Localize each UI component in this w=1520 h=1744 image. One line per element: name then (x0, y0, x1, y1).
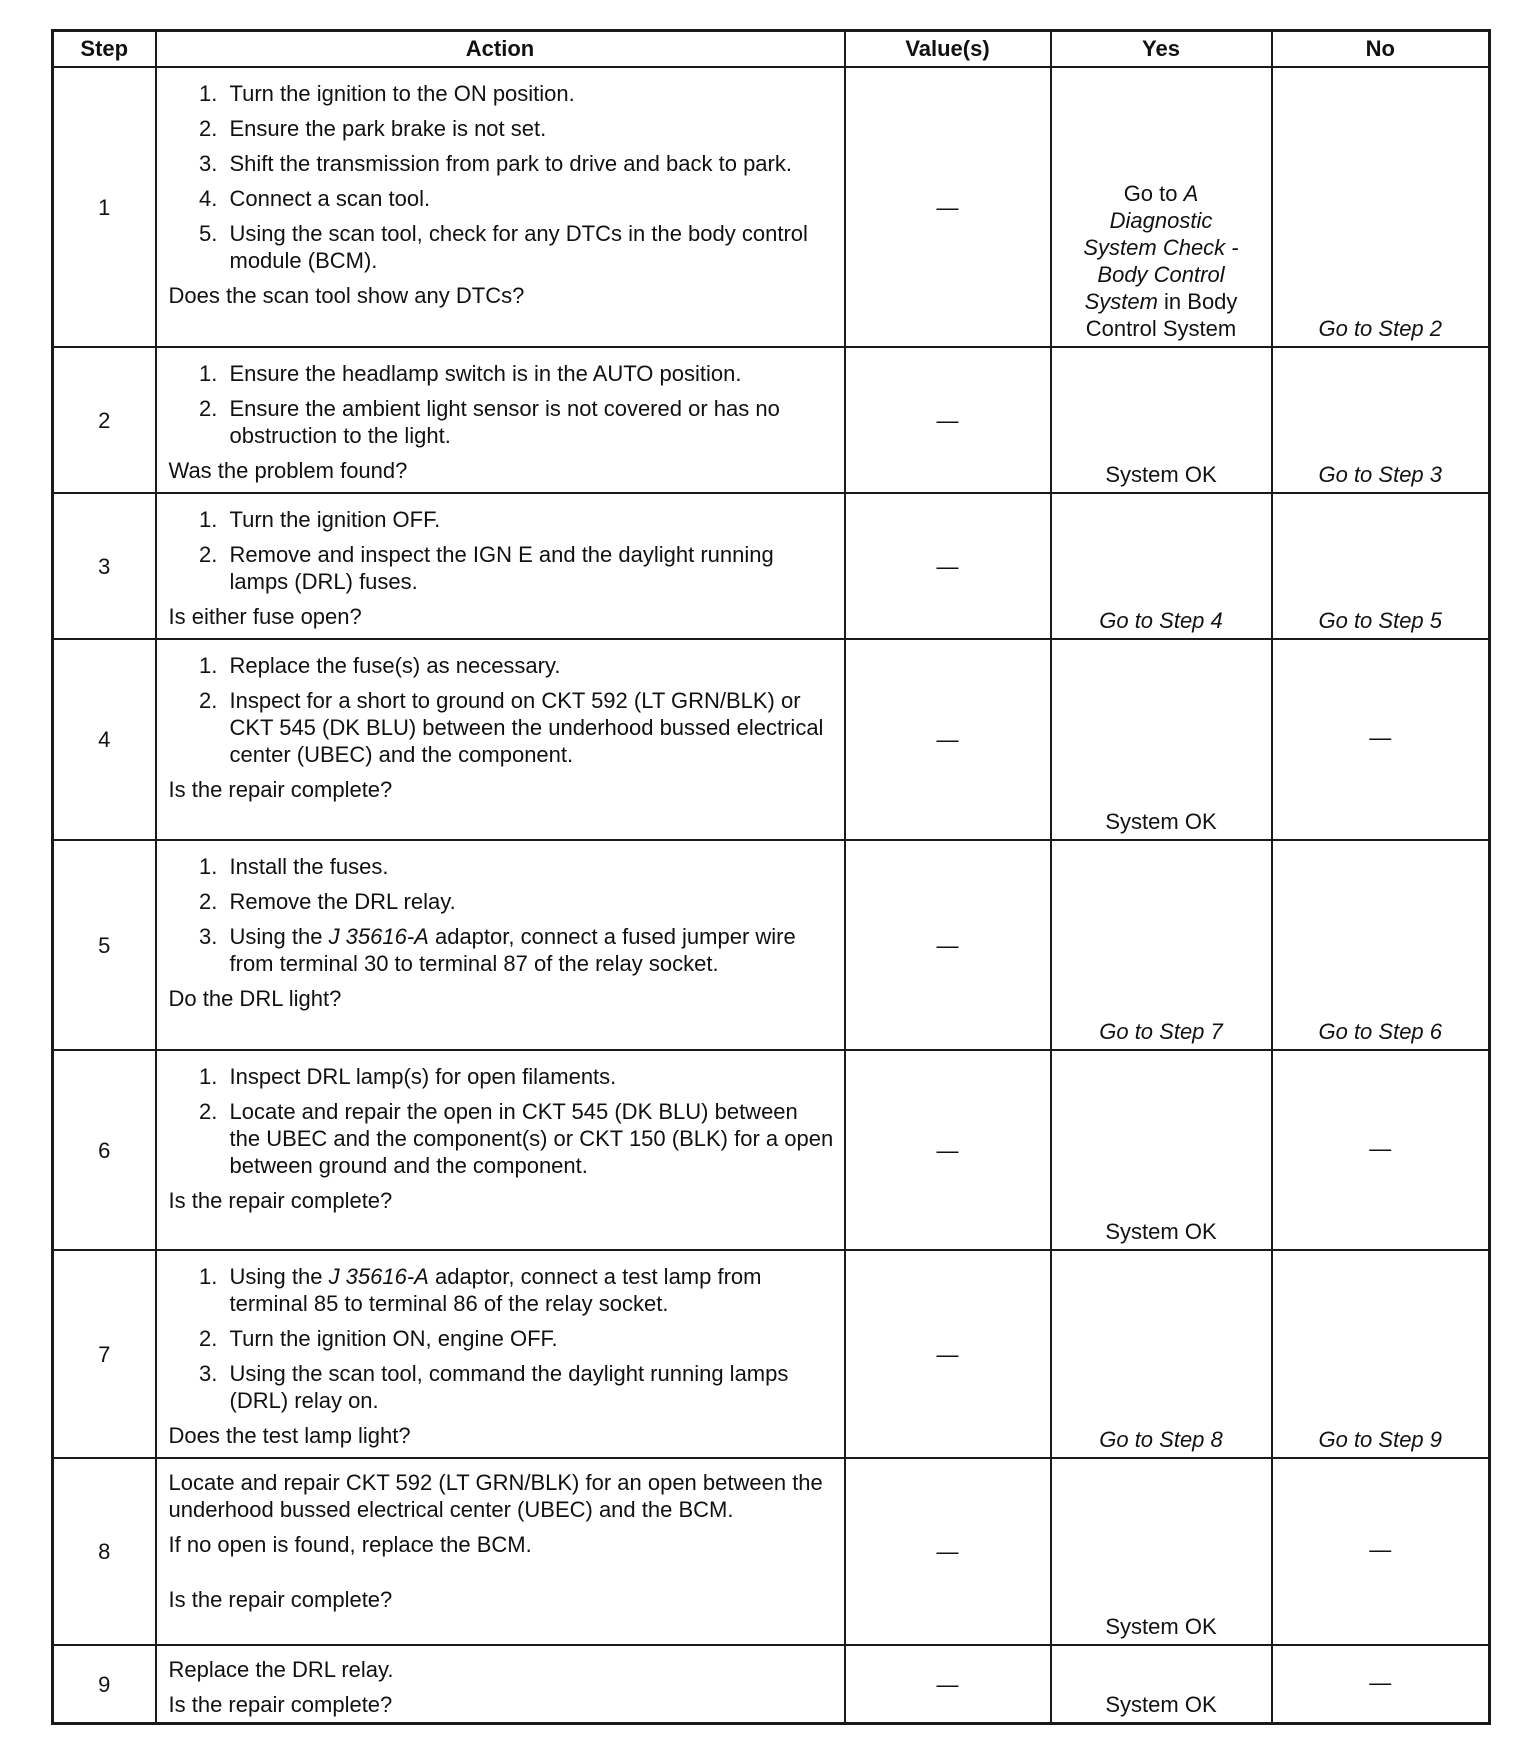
table-row (53, 67, 1490, 347)
action-cell (156, 67, 845, 347)
diagnostic-table (51, 29, 1491, 1725)
step-number: 8 (53, 1458, 156, 1645)
table-row (53, 493, 1490, 639)
header-step: Step (53, 31, 156, 68)
action-item: 2. Remove and inspect the IGN E and the daylight running lamps (DRL) fuses. (224, 541, 834, 595)
action-line: If no open is found, replace the BCM. (168, 1532, 532, 1557)
action-item: 1. Inspect DRL lamp(s) for open filaments. (224, 1063, 834, 1090)
action-item: 1. Ensure the headlamp switch is in the AUTO position. (224, 360, 834, 387)
step-number: 6 (53, 1050, 156, 1250)
action-text: Using the (229, 924, 329, 949)
table-row (53, 1645, 1490, 1724)
no-result: — (1272, 1050, 1490, 1250)
action-question: Is the repair complete? (168, 1692, 393, 1717)
tool-name: J 35616-A (328, 924, 429, 949)
table-row (53, 347, 1490, 493)
yes-result: System OK (1051, 1050, 1272, 1250)
action-item: 3. Shift the transmission from park to drive and back to park. (224, 150, 834, 177)
no-result: — (1272, 1458, 1490, 1645)
yes-result (1051, 67, 1272, 347)
yes-result: System OK (1051, 1458, 1272, 1645)
no-result: — (1272, 1645, 1490, 1724)
yes-text: in Body Control System (1085, 289, 1238, 341)
action-item (224, 1263, 834, 1317)
action-item: 1. Replace the fuse(s) as necessary. (224, 652, 834, 679)
step-number: 1 (53, 67, 156, 347)
action-question: Do the DRL light? (168, 986, 342, 1011)
step-number: 9 (53, 1645, 156, 1724)
header-values: Value(s) (845, 31, 1051, 68)
values-cell: — (845, 1645, 1051, 1724)
header-action: Action (156, 31, 845, 68)
action-question: Is the repair complete? (168, 1587, 393, 1612)
table-row (53, 1458, 1490, 1645)
yes-result: System OK (1051, 1645, 1272, 1724)
step-number: 4 (53, 639, 156, 840)
action-item (224, 923, 834, 977)
action-item: 2. Locate and repair the open in CKT 545 (DK BLU) between the UBEC and the component(s) or CKT 150 (BLK) for a open between ground and the component. (224, 1098, 834, 1179)
action-question: Does the scan tool show any DTCs? (168, 283, 525, 308)
action-text: adaptor, connect a test lamp from terminal 85 to terminal 86 of the relay socket. (229, 1264, 762, 1316)
action-cell (156, 1458, 845, 1645)
yes-link: A Diagnostic System Check - Body Control System (1083, 181, 1239, 314)
table-row (53, 840, 1490, 1050)
action-cell (156, 347, 845, 493)
no-result: Go to Step 2 (1272, 67, 1490, 347)
action-question: Is the repair complete? (168, 1188, 393, 1213)
no-result: Go to Step 5 (1272, 493, 1490, 639)
values-cell: — (845, 347, 1051, 493)
values-cell: — (845, 1250, 1051, 1458)
action-question: Does the test lamp light? (168, 1423, 411, 1448)
step-number: 2 (53, 347, 156, 493)
action-list (169, 652, 834, 768)
yes-result: Go to Step 4 (1051, 493, 1272, 639)
header-no: No (1272, 31, 1490, 68)
table-row (53, 639, 1490, 840)
yes-result: Go to Step 8 (1051, 1250, 1272, 1458)
action-question: Is either fuse open? (168, 604, 362, 629)
tool-name: J 35616-A (328, 1264, 429, 1289)
header-yes: Yes (1051, 31, 1272, 68)
yes-result: System OK (1051, 347, 1272, 493)
action-text: adaptor, connect a fused jumper wire from terminal 30 to terminal 87 of the relay socket. (229, 924, 796, 976)
action-list (169, 853, 834, 977)
action-item: 4. Connect a scan tool. (224, 185, 834, 212)
action-item: 2. Inspect for a short to ground on CKT 592 (LT GRN/BLK) or CKT 545 (DK BLU) between the underhood bussed electrical center (UBEC) and the component. (224, 687, 834, 768)
values-cell: — (845, 1050, 1051, 1250)
no-result: — (1272, 639, 1490, 840)
action-item: 1. Turn the ignition OFF. (224, 506, 834, 533)
action-question: Was the problem found? (168, 458, 408, 483)
action-question: Is the repair complete? (168, 777, 393, 802)
action-item: 1. Turn the ignition to the ON position. (224, 80, 834, 107)
action-cell (156, 1050, 845, 1250)
values-cell: — (845, 493, 1051, 639)
action-cell (156, 840, 845, 1050)
step-number: 7 (53, 1250, 156, 1458)
action-list (169, 506, 834, 595)
yes-result: System OK (1051, 639, 1272, 840)
action-line: Replace the DRL relay. (168, 1657, 394, 1682)
no-result: Go to Step 3 (1272, 347, 1490, 493)
action-list (169, 80, 834, 274)
step-number: 3 (53, 493, 156, 639)
action-cell (156, 639, 845, 840)
header-row (53, 31, 1490, 68)
step-number: 5 (53, 840, 156, 1050)
action-item: 2. Ensure the park brake is not set. (224, 115, 834, 142)
action-item: 1. Install the fuses. (224, 853, 834, 880)
action-line: Locate and repair CKT 592 (LT GRN/BLK) for an open between the underhood bussed electrical center (UBEC) and the BCM. (168, 1470, 823, 1522)
yes-text: Go to (1123, 181, 1184, 206)
values-cell: — (845, 1458, 1051, 1645)
action-cell (156, 1250, 845, 1458)
action-list (169, 360, 834, 449)
table-body (53, 67, 1490, 1724)
action-item: 2. Turn the ignition ON, engine OFF. (224, 1325, 834, 1352)
action-list (169, 1063, 834, 1179)
action-cell (156, 493, 845, 639)
action-item: 2. Remove the DRL relay. (224, 888, 834, 915)
values-cell: — (845, 840, 1051, 1050)
action-item: 2. Ensure the ambient light sensor is not covered or has no obstruction to the light. (224, 395, 834, 449)
action-cell (156, 1645, 845, 1724)
action-text: Using the (229, 1264, 329, 1289)
action-list (169, 1263, 834, 1414)
values-cell: — (845, 639, 1051, 840)
action-item: 5. Using the scan tool, check for any DTCs in the body control module (BCM). (224, 220, 834, 274)
no-result: Go to Step 9 (1272, 1250, 1490, 1458)
values-cell: — (845, 67, 1051, 347)
table-row (53, 1050, 1490, 1250)
table-row (53, 1250, 1490, 1458)
action-item: 3. Using the scan tool, command the daylight running lamps (DRL) relay on. (224, 1360, 834, 1414)
yes-result: Go to Step 7 (1051, 840, 1272, 1050)
no-result: Go to Step 6 (1272, 840, 1490, 1050)
